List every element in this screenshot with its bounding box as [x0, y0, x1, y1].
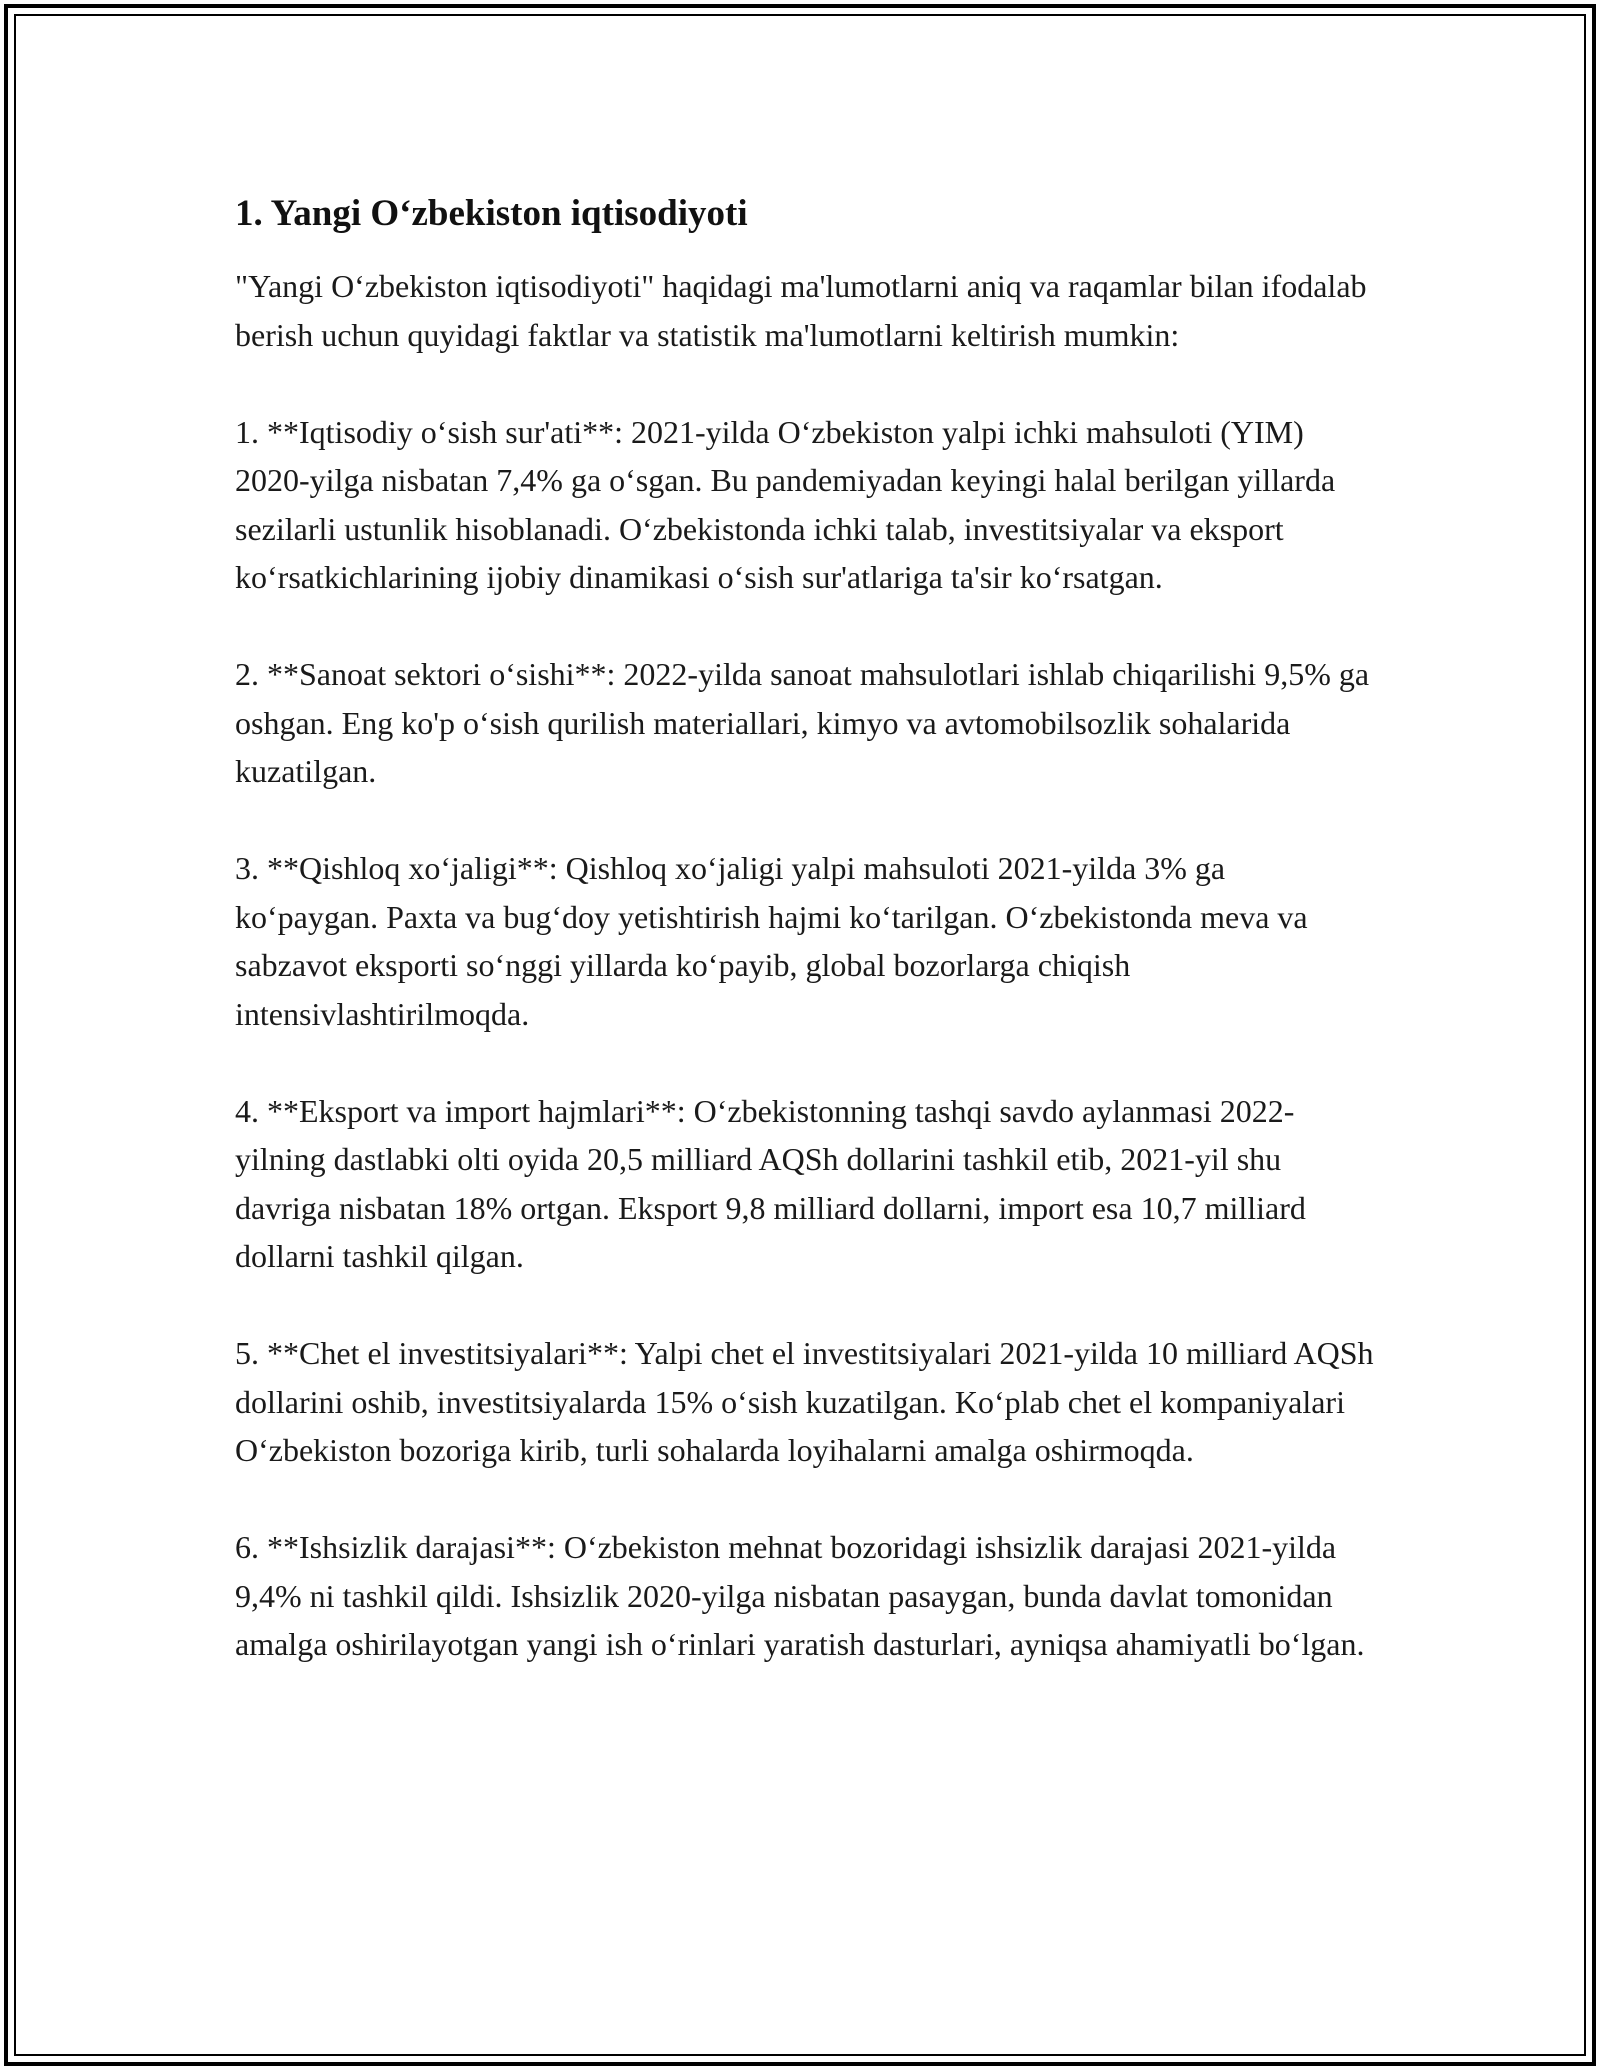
list-item-unemployment: 6. **Ishsizlik darajasi**: O‘zbekiston mehnat bozoridagi ishsizlik darajasi 2021-yilda 9,4% ni tashkil qildi. Ishsizlik 2020-yilga nisbatan pasaygan, bunda davlat tomonidan amalga oshirilayotgan yangi ish o‘rinlari yaratish dasturlari, ayniqsa ahamiyatli bo‘lgan. — [235, 1529, 1365, 1662]
list-item-economic-growth: 1. **Iqtisodiy o‘sish sur'ati**: 2021-yilda O‘zbekiston yalpi ichki mahsuloti (YIM) 2020-yilga nisbatan 7,4% ga o‘sgan. Bu pandemiyadan keyingi halal berilgan yillarda sezilarli ustunlik hisoblanadi. O‘zbekistonda ichki talab, investitsiyalar va eksport ko‘rsatkichlarining ijobiy dinamikasi o‘sish sur'atlariga ta'sir ko‘rsatgan. — [235, 413, 1336, 595]
document-body — [235, 188, 1375, 1669]
list-item-industry-growth: 2. **Sanoat sektori o‘sishi**: 2022-yilda sanoat mahsulotlari ishlab chiqarilishi 9,5% ga oshgan. Eng ko'p o‘sish qurilish materiallari, kimyo va avtomobilsozlik sohalarida kuzatilgan. — [235, 656, 1370, 789]
list-item-agriculture: 3. **Qishloq xo‘jaligi**: Qishloq xo‘jaligi yalpi mahsuloti 2021-yilda 3% ga ko‘paygan. Paxta va bug‘doy yetishtirish hajmi ko‘tarilgan. O‘zbekistonda meva va sabzavot eksporti so‘nggi yillarda ko‘payib, global bozorlarga chiqish intensivlashtirilmoqda. — [235, 850, 1308, 1032]
intro-paragraph: "Yangi O‘zbekiston iqtisodiyoti" haqidagi ma'lumotlarni aniq va raqamlar bilan ifodalab berish uchun quyidagi faktlar va statistik ma'lumotlarni keltirish mumkin: — [235, 268, 1367, 353]
document-title: 1. Yangi O‘zbekiston iqtisodiyoti — [235, 193, 748, 234]
list-item-export-import: 4. **Eksport va import hajmlari**: O‘zbekistonning tashqi savdo aylanmasi 2022-yilning dastlabki olti oyida 20,5 milliard AQSh dollarini tashkil etib, 2021-yil shu davriga nisbatan 18% ortgan. Eksport 9,8 milliard dollarni, import esa 10,7 milliard dollarni tashkil qilgan. — [235, 1092, 1306, 1274]
list-item-foreign-investment: 5. **Chet el investitsiyalari**: Yalpi chet el investitsiyalari 2021-yilda 10 milliard AQSh dollarini oshib, investitsiyalarda 15% o‘sish kuzatilgan. Ko‘plab chet el kompaniyalari O‘zbekiston bozoriga kirib, turli sohalarda loyihalarni amalga oshirmoqda. — [235, 1335, 1374, 1468]
